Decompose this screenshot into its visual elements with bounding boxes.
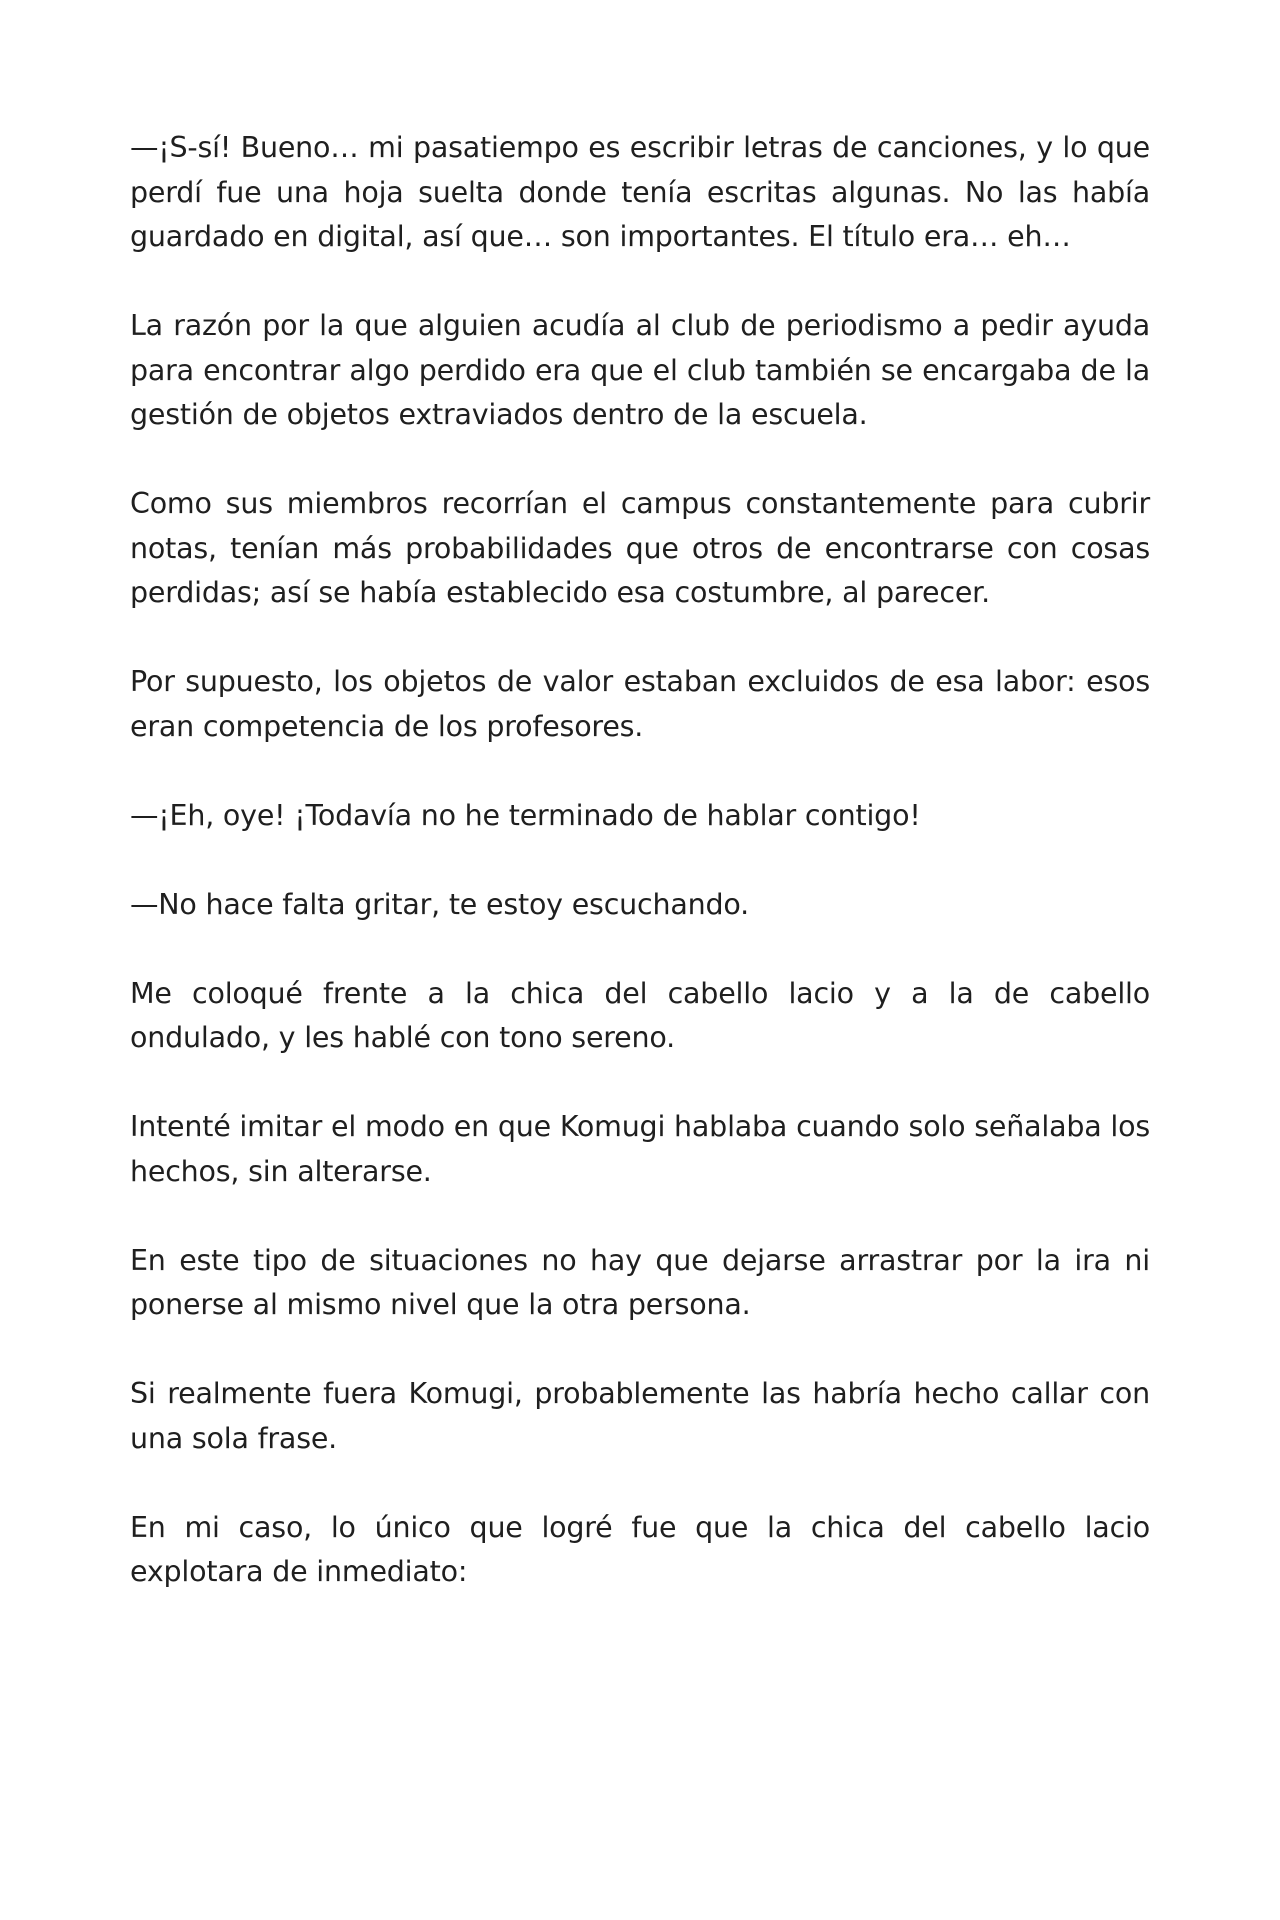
paragraph-members-campus: Como sus miembros recorrían el campus constantemente para cubrir notas, tenían más probabilidades que otros de encontrarse con cosas perdidas; así se había establecido esa costumbre, al parecer. bbox=[130, 487, 1150, 609]
paragraph-valuables-excluded: Por supuesto, los objetos de valor estaban excluidos de esa labor: esos eran competencia de los profesores. bbox=[130, 665, 1150, 743]
paragraph-if-komugi: Si realmente fuera Komugi, probablemente las habría hecho callar con una sola frase. bbox=[130, 1377, 1150, 1455]
paragraph-dialogue-no-need-to-shout: —No hace falta gritar, te estoy escuchando. bbox=[130, 887, 749, 921]
paragraph-imitate-komugi: Intenté imitar el modo en que Komugi hablaba cuando solo señalaba los hechos, sin alterarse. bbox=[130, 1110, 1150, 1188]
paragraph-dialogue-hey-listen: —¡Eh, oye! ¡Todavía no he terminado de hablar contigo! bbox=[130, 798, 921, 832]
paragraph-dialogue-lost-lyrics: —¡S-sí! Bueno… mi pasatiempo es escribir letras de canciones, y lo que perdí fue una hoja suelta donde tenía escritas algunas. No las había guardado en digital, así que… son importantes. El título era… eh… bbox=[130, 131, 1150, 253]
paragraph-dont-get-angry: En este tipo de situaciones no hay que dejarse arrastrar por la ira ni ponerse al mismo nivel que la otra persona. bbox=[130, 1243, 1150, 1321]
paragraph-stood-in-front: Me coloqué frente a la chica del cabello lacio y a la de cabello ondulado, y les hablé con tono sereno. bbox=[130, 976, 1150, 1054]
document-page bbox=[130, 126, 1150, 1639]
paragraph-girl-exploded: En mi caso, lo único que logré fue que la chica del cabello lacio explotara de inmediato: bbox=[130, 1510, 1150, 1588]
paragraph-journalism-club-reason: La razón por la que alguien acudía al club de periodismo a pedir ayuda para encontrar algo perdido era que el club también se encargaba de la gestión de objetos extraviados dentro de la escuela. bbox=[130, 309, 1150, 431]
